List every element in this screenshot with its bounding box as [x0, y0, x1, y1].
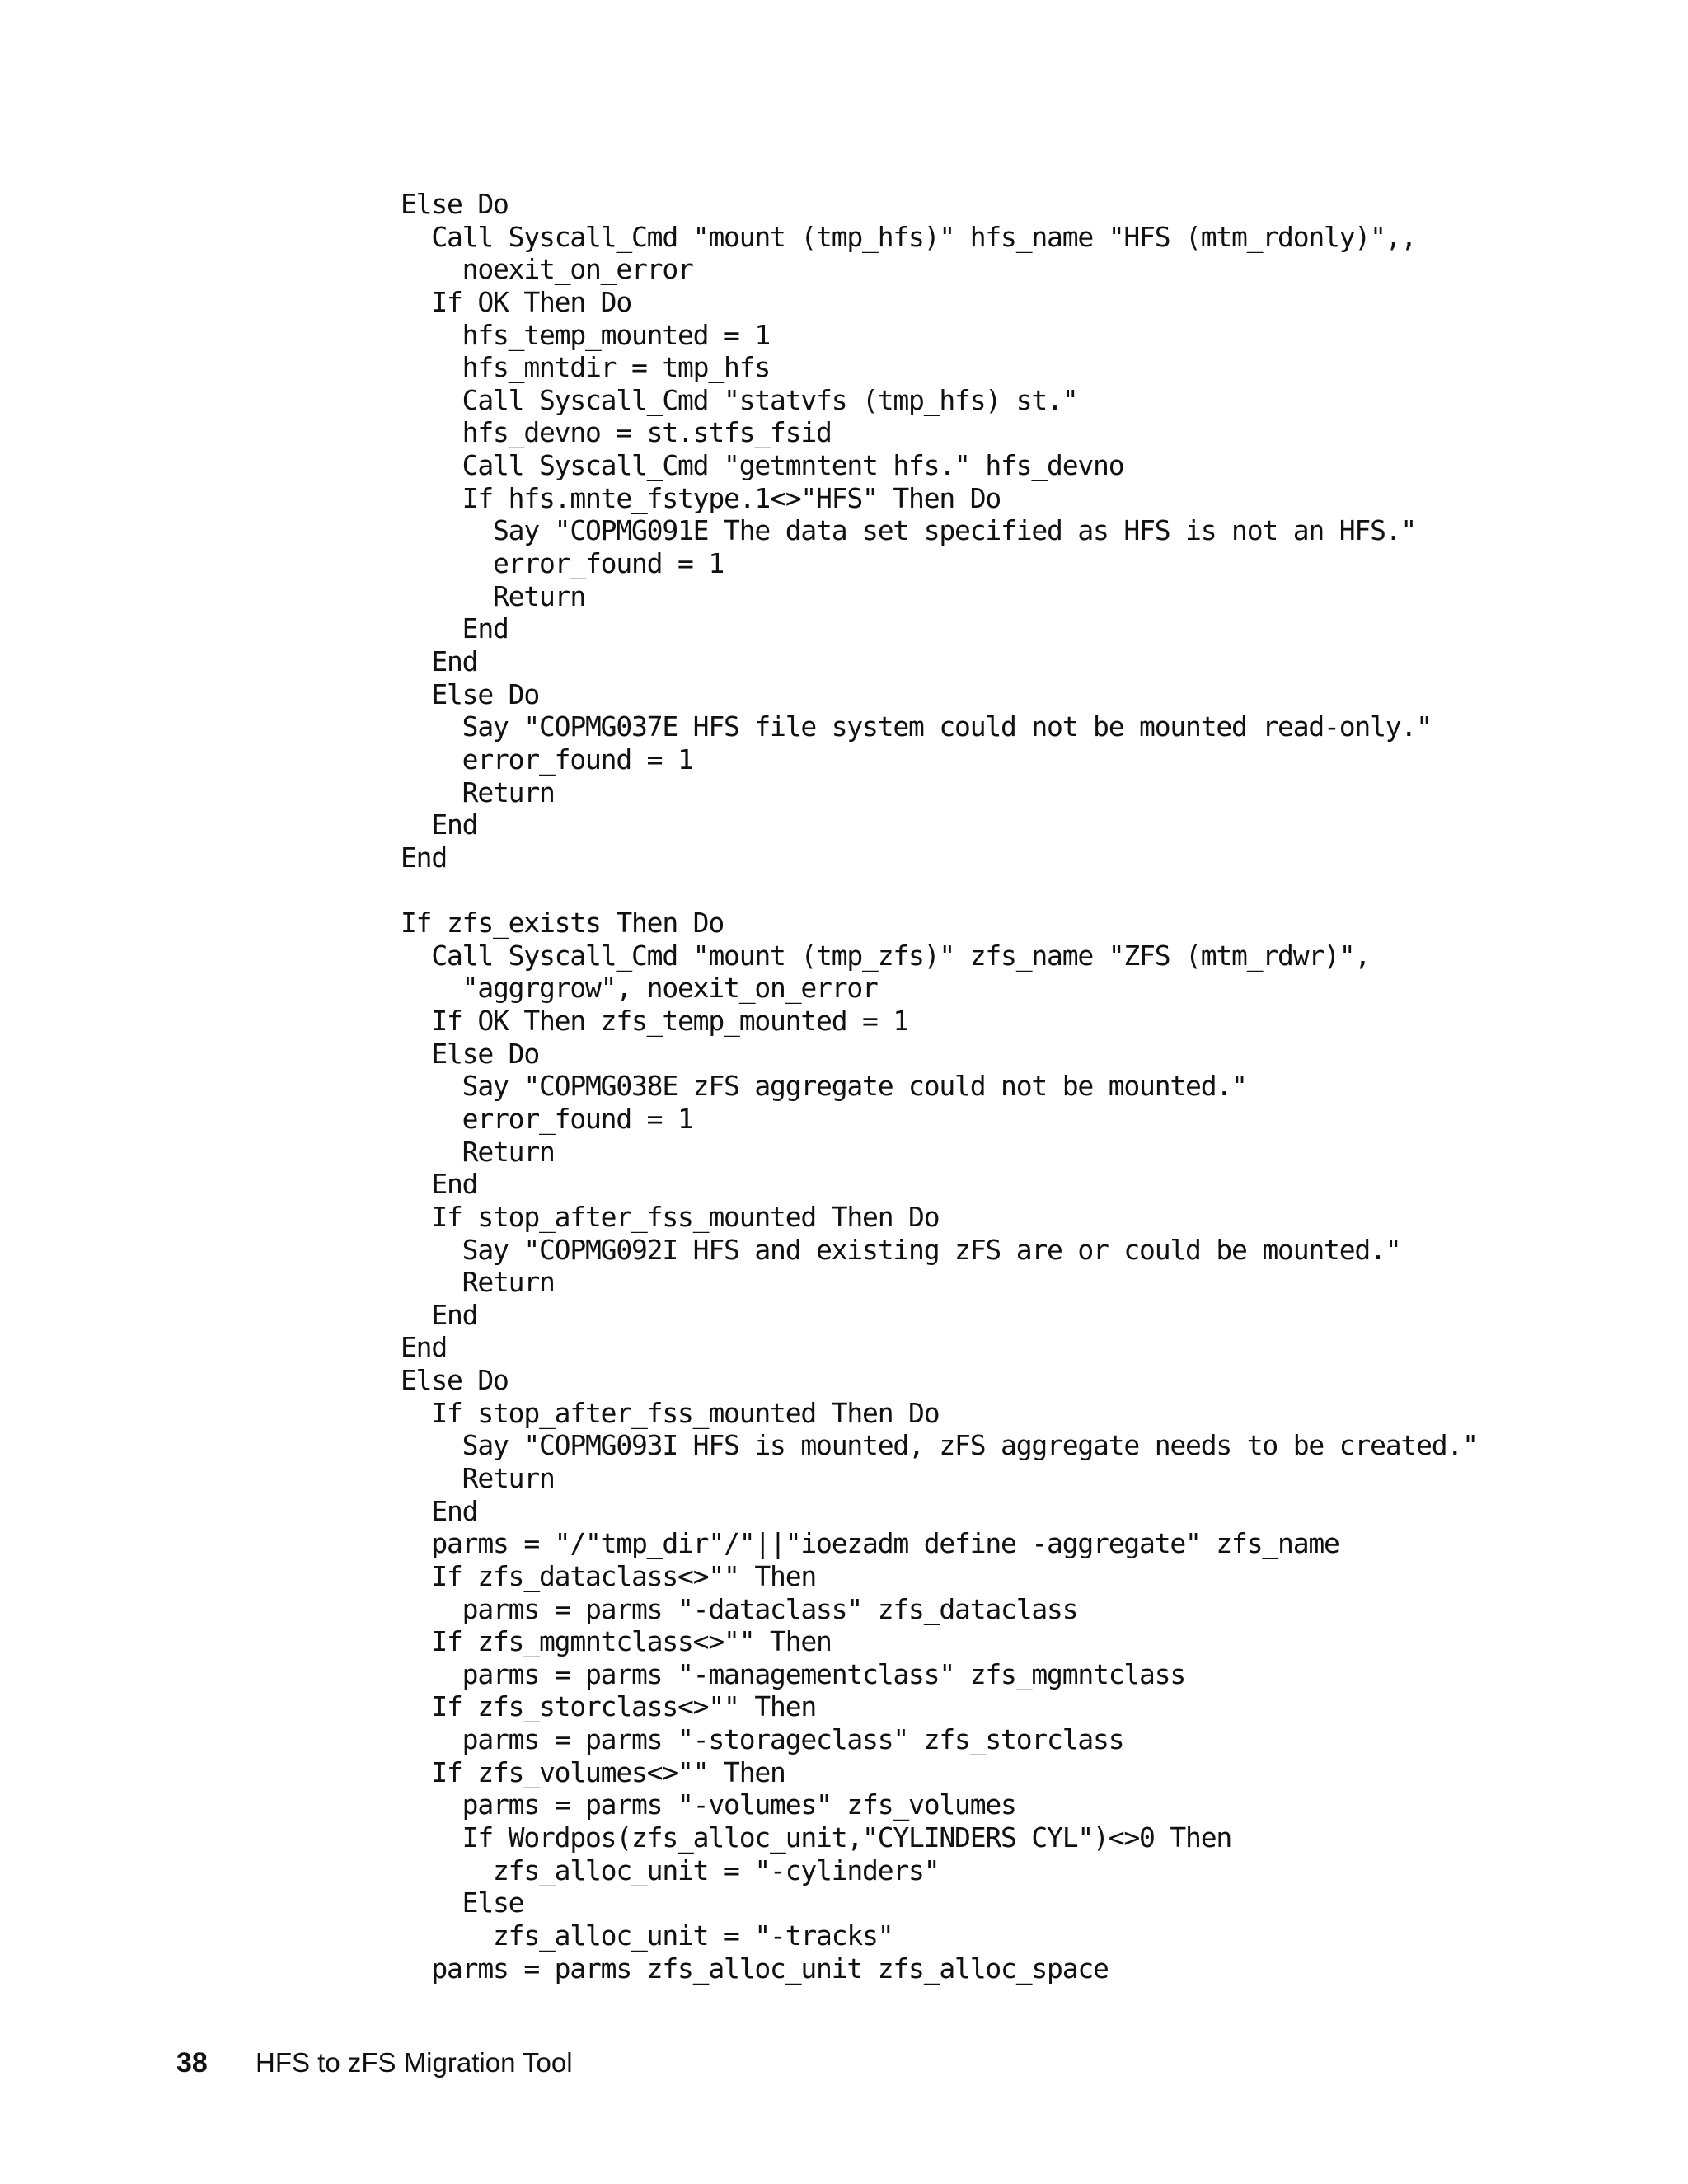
code-line: error_found = 1 [401, 743, 693, 776]
code-line: zfs_alloc_unit = "-cylinders" [401, 1854, 940, 1886]
code-line: zfs_alloc_unit = "-tracks" [401, 1919, 893, 1952]
code-line: Return [401, 579, 586, 612]
code-line: End [401, 1494, 478, 1527]
code-line: parms = "/"tmp_dir"/"||"ioezadm define -aggregate" zfs_name [401, 1527, 1339, 1560]
code-line: noexit_on_error [401, 253, 693, 286]
code-line: Call Syscall_Cmd "mount (tmp_zfs)" zfs_name "ZFS (mtm_rdwr)", [401, 939, 1371, 972]
code-line: If OK Then zfs_temp_mounted = 1 [401, 1005, 909, 1038]
code-line: Say "COPMG092I HFS and existing zFS are or could be mounted." [401, 1233, 1401, 1266]
code-line: Say "COPMG091E The data set specified as HFS is not an HFS." [401, 514, 1417, 547]
code-line: Say "COPMG093I HFS is mounted, zFS aggregate needs to be created." [401, 1429, 1478, 1462]
code-line: parms = parms "-volumes" zfs_volumes [401, 1788, 1016, 1821]
code-line: Else [401, 1886, 524, 1919]
code-line: If zfs_volumes<>"" Then [401, 1755, 785, 1788]
code-line: If zfs_mgmntclass<>"" Then [401, 1625, 832, 1658]
code-line: If hfs.mnte_fstype.1<>"HFS" Then Do [401, 481, 1001, 514]
code-line: If zfs_dataclass<>"" Then [401, 1559, 817, 1592]
code-line [401, 874, 1478, 907]
code-line: End [401, 1168, 478, 1201]
code-line: Else Do [401, 677, 540, 710]
code-line: Return [401, 776, 555, 808]
code-line: If zfs_exists Then Do [401, 907, 724, 940]
code-line: error_found = 1 [401, 1102, 693, 1135]
code-line: If zfs_storclass<>"" Then [401, 1690, 817, 1723]
code-line: Else Do [401, 1037, 540, 1070]
code-line: End [401, 1298, 478, 1331]
footer-title: HFS to zFS Migration Tool [256, 2047, 573, 2078]
code-line: hfs_mntdir = tmp_hfs [401, 351, 771, 384]
code-line: "aggrgrow", noexit_on_error [401, 972, 878, 1005]
code-line: If Wordpos(zfs_alloc_unit,"CYLINDERS CYL")<>0 Then [401, 1821, 1232, 1854]
code-line: error_found = 1 [401, 547, 724, 580]
code-line: If OK Then Do [401, 285, 632, 318]
code-line: End [401, 1331, 448, 1364]
code-line: Return [401, 1135, 555, 1168]
code-line: parms = parms "-managementclass" zfs_mgmntclass [401, 1657, 1186, 1690]
code-line: parms = parms "-dataclass" zfs_dataclass [401, 1592, 1078, 1625]
code-line: End [401, 644, 478, 677]
code-listing [401, 188, 1478, 1985]
code-line: Return [401, 1461, 555, 1494]
page-footer [176, 2047, 573, 2079]
code-line: Call Syscall_Cmd "getmntent hfs." hfs_devno [401, 449, 1124, 482]
code-line: Else Do [401, 1364, 509, 1397]
code-line: hfs_devno = st.stfs_fsid [401, 416, 832, 449]
code-line: hfs_temp_mounted = 1 [401, 318, 771, 351]
code-line: Call Syscall_Cmd "mount (tmp_hfs)" hfs_name "HFS (mtm_rdonly)",, [401, 220, 1417, 253]
code-line: Return [401, 1266, 555, 1299]
code-line: If stop_after_fss_mounted Then Do [401, 1396, 940, 1429]
code-line: parms = parms "-storageclass" zfs_storclass [401, 1723, 1124, 1756]
page-number: 38 [176, 2047, 208, 2079]
code-line: If stop_after_fss_mounted Then Do [401, 1200, 940, 1233]
code-line: parms = parms zfs_alloc_unit zfs_alloc_space [401, 1952, 1109, 1985]
code-line: Call Syscall_Cmd "statvfs (tmp_hfs) st." [401, 383, 1078, 416]
code-line: Say "COPMG038E zFS aggregate could not be mounted." [401, 1070, 1247, 1103]
code-line: Else Do [401, 188, 509, 220]
code-line: End [401, 808, 478, 841]
code-line: Say "COPMG037E HFS file system could not be mounted read-only." [401, 710, 1432, 743]
code-line: End [401, 612, 509, 645]
code-line: End [401, 841, 448, 874]
